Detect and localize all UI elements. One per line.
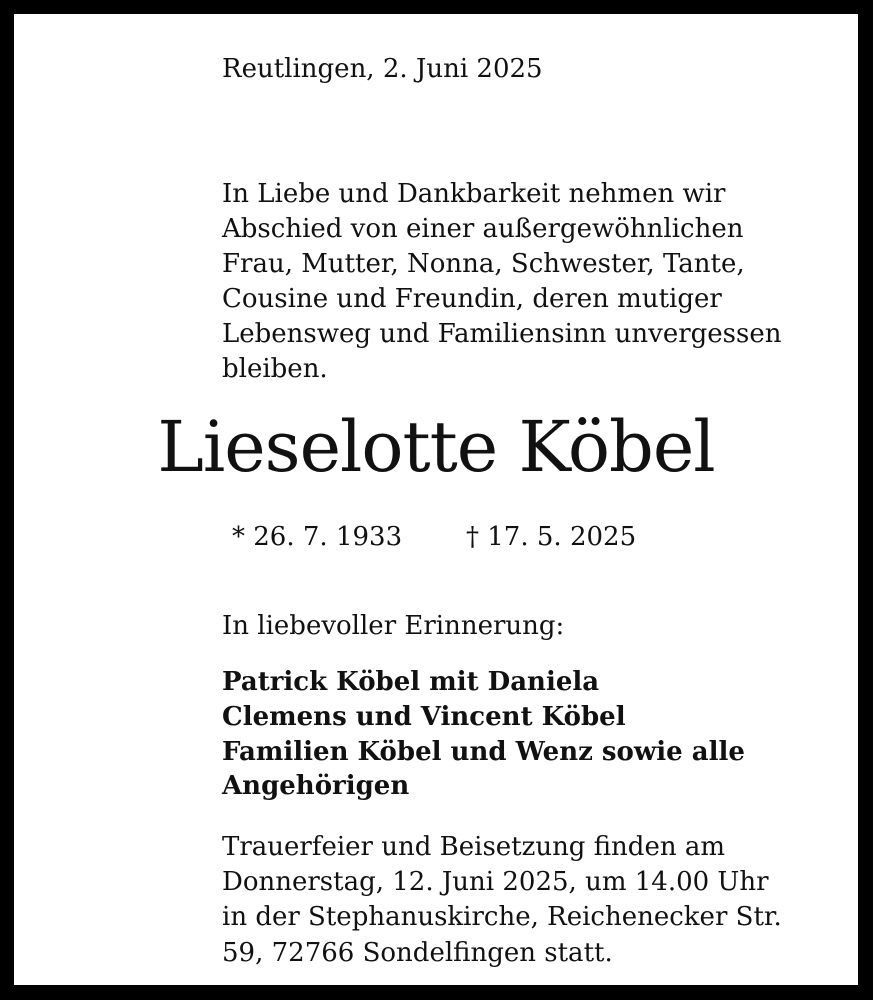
mourner-line: Patrick Köbel mit Daniela — [222, 667, 600, 697]
intro-line: bleiben. — [222, 354, 328, 384]
mourner-line: Clemens und Vincent Köbel — [222, 702, 626, 732]
service-line: 59, 72766 Sondelfingen statt. — [222, 938, 613, 968]
mourner-line: Angehörigen — [222, 771, 410, 801]
deceased-name: Lieselotte Köbel — [157, 406, 715, 488]
intro-line: Cousine und Freundin, deren mutiger — [222, 284, 722, 314]
death-date: † 17. 5. 2025 — [466, 522, 637, 552]
intro-line: In Liebe und Dankbarkeit nehmen wir — [222, 179, 726, 209]
place-date: Reutlingen, 2. Juni 2025 — [222, 54, 543, 84]
service-line: Trauerfeier und Beisetzung finden am — [222, 832, 726, 862]
mourner-line: Familien Köbel und Wenz sowie alle — [222, 737, 745, 767]
service-line: in der Stephanuskirche, Reichenecker Str. — [222, 902, 782, 932]
intro-line: Abschied von einer außergewöhnlichen — [222, 214, 744, 244]
intro-line: Lebensweg und Familiensinn unvergessen — [222, 319, 782, 349]
birth-date: * 26. 7. 1933 — [232, 522, 403, 552]
service-line: Donnerstag, 12. Juni 2025, um 14.00 Uhr — [222, 867, 769, 897]
intro-line: Frau, Mutter, Nonna, Schwester, Tante, — [222, 249, 745, 279]
memory-label: In liebevoller Erinnerung: — [222, 611, 565, 641]
